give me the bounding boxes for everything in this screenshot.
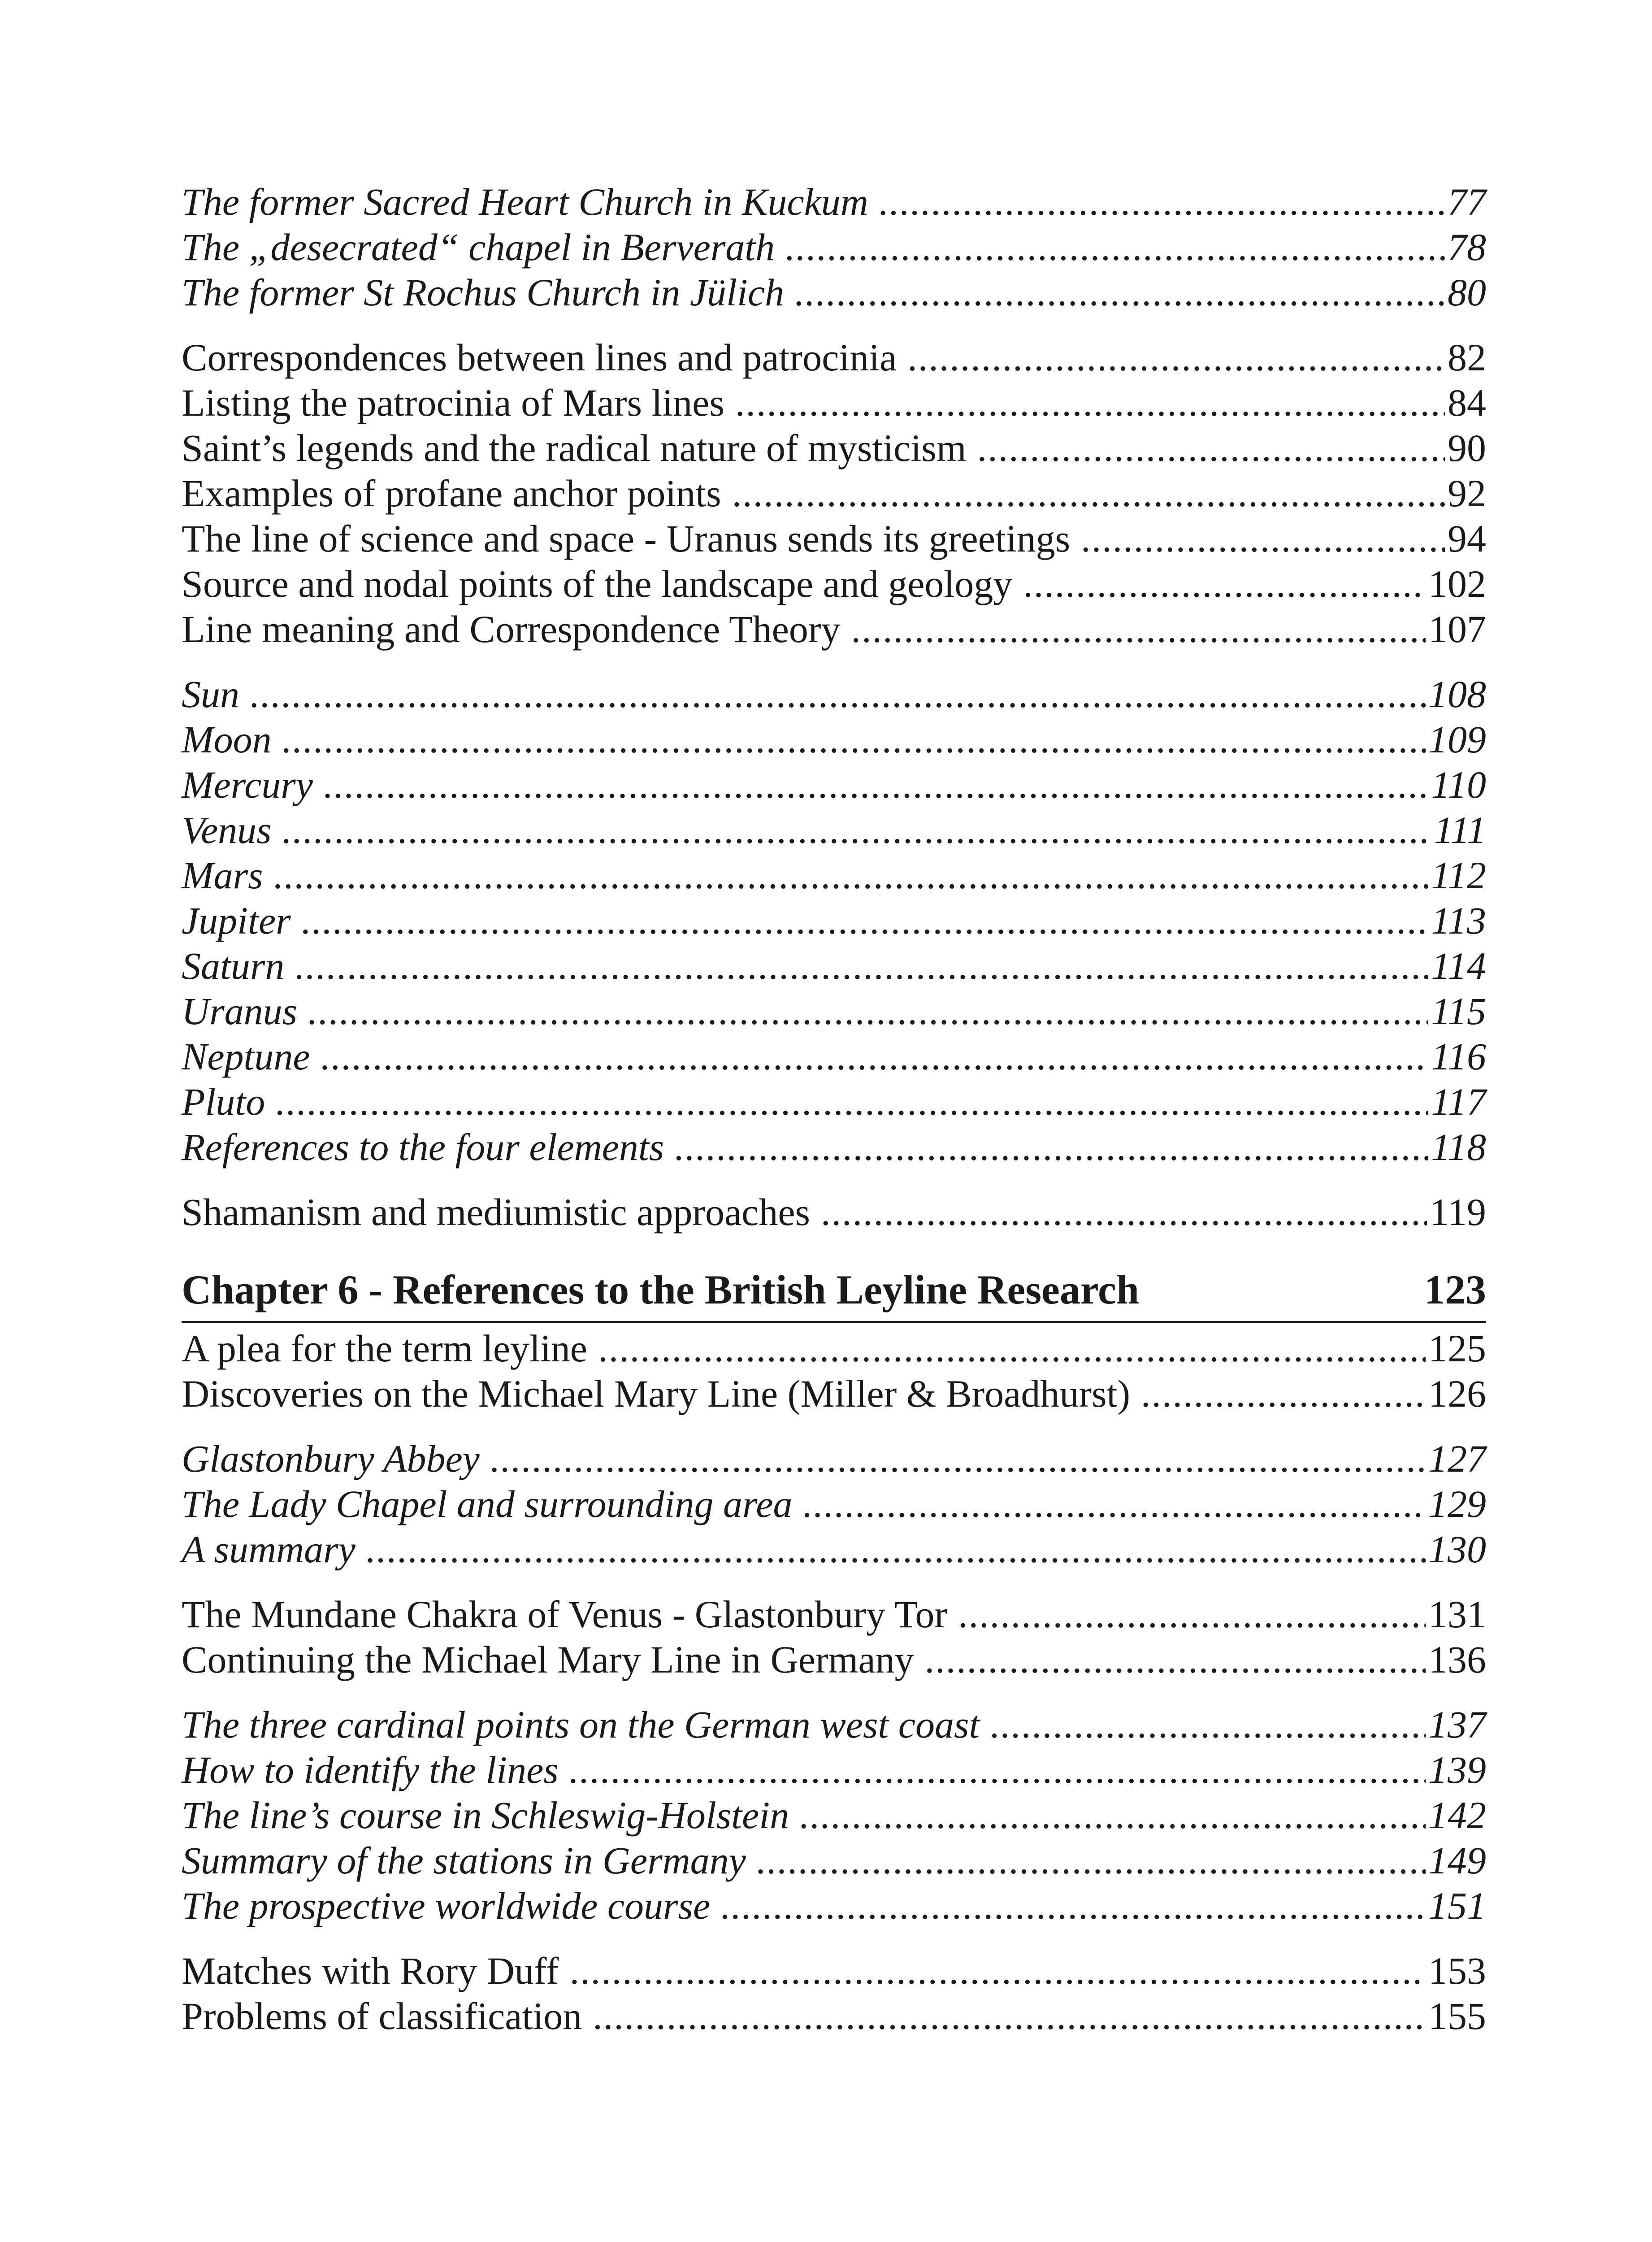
toc-entry-page-number: 110 [1431, 763, 1486, 806]
dot-leader [569, 1747, 1426, 1793]
toc-section-before-chapter [182, 179, 1486, 1235]
toc-entry-title: The former Sacred Heart Church in Kuckum [182, 180, 868, 223]
dot-leader [276, 1079, 1428, 1125]
toc-entry-title: A plea for the term leyline [182, 1327, 588, 1370]
dot-leader [490, 1436, 1426, 1482]
toc-entry-page-number: 136 [1428, 1638, 1486, 1681]
toc-entry-title: Line meaning and Correspondence Theory [182, 608, 841, 651]
toc-entry-page-number: 78 [1448, 226, 1486, 269]
dot-leader [757, 1838, 1426, 1883]
toc-entry-title: The former St Rochus Church in Jülich [182, 271, 785, 314]
dot-leader [295, 943, 1428, 989]
dot-leader [274, 853, 1429, 898]
toc-entry-page-number: 107 [1428, 608, 1486, 651]
toc-entry-page-number: 102 [1428, 562, 1486, 605]
toc-entry[interactable] [182, 1326, 1486, 1371]
toc-entry-page-number: 90 [1448, 426, 1486, 469]
toc-entry-page-number: 127 [1428, 1437, 1486, 1480]
toc-entry[interactable] [182, 1482, 1486, 1527]
table-of-contents [182, 179, 1486, 2059]
toc-entry[interactable] [182, 762, 1486, 808]
dot-leader [308, 989, 1428, 1034]
toc-entry-title: Sun [182, 673, 239, 716]
dot-leader [958, 1592, 1426, 1637]
toc-entry[interactable] [182, 672, 1486, 717]
toc-entry[interactable] [182, 607, 1486, 652]
dot-leader [302, 898, 1429, 943]
dot-leader [735, 380, 1445, 426]
toc-entry[interactable] [182, 380, 1486, 426]
toc-entry-page-number: 149 [1428, 1839, 1486, 1882]
toc-entry[interactable] [182, 426, 1486, 471]
toc-entry[interactable] [182, 1838, 1486, 1883]
dot-leader [570, 1948, 1426, 1994]
toc-group [182, 1702, 1486, 1929]
toc-entry[interactable] [182, 1079, 1486, 1125]
dot-leader [1023, 561, 1426, 607]
toc-entry[interactable] [182, 516, 1486, 561]
toc-entry-title: Moon [182, 718, 272, 761]
dot-leader [851, 607, 1426, 652]
dot-leader [321, 1034, 1429, 1079]
toc-entry[interactable] [182, 225, 1486, 270]
toc-entry-page-number: 131 [1428, 1593, 1486, 1636]
dot-leader [925, 1637, 1426, 1682]
toc-entry-page-number: 115 [1431, 990, 1486, 1033]
toc-entry[interactable] [182, 335, 1486, 380]
toc-entry[interactable] [182, 1371, 1486, 1416]
toc-entry-page-number: 125 [1428, 1327, 1486, 1370]
toc-entry[interactable] [182, 1527, 1486, 1572]
toc-entry-page-number: 109 [1428, 718, 1486, 761]
dot-leader [250, 672, 1426, 717]
toc-entry-title: Jupiter [182, 899, 291, 942]
dot-leader [990, 1702, 1426, 1747]
toc-entry-page-number: 112 [1431, 854, 1486, 897]
dot-leader [977, 426, 1445, 471]
toc-entry-page-number: 118 [1431, 1125, 1486, 1169]
toc-entry[interactable] [182, 853, 1486, 898]
toc-entry[interactable] [182, 1436, 1486, 1482]
dot-leader [1081, 516, 1445, 561]
toc-entry-title: Shamanism and mediumistic approaches [182, 1191, 810, 1234]
toc-entry[interactable] [182, 1125, 1486, 1170]
toc-entry-title: Discoveries on the Michael Mary Line (Miller & Broadhurst) [182, 1372, 1130, 1415]
toc-entry-page-number: 113 [1431, 899, 1486, 942]
toc-entry-page-number: 92 [1448, 472, 1486, 515]
toc-entry[interactable] [182, 1034, 1486, 1079]
toc-entry[interactable] [182, 717, 1486, 762]
toc-entry-title: Uranus [182, 990, 298, 1033]
dot-leader [721, 1883, 1426, 1929]
dot-leader [785, 225, 1445, 270]
toc-entry[interactable] [182, 179, 1486, 225]
toc-entry-title: The line of science and space - Uranus sends its greetings [182, 517, 1071, 560]
toc-entry-title: The line’s course in Schleswig-Holstein [182, 1794, 789, 1837]
toc-entry-title: Mercury [182, 763, 313, 806]
toc-entry-title: Pluto [182, 1080, 265, 1123]
dot-leader [324, 762, 1428, 808]
chapter-title: Chapter 6 - References to the British Leyline Research [182, 1267, 1140, 1312]
toc-entry-title: Continuing the Michael Mary Line in Germany [182, 1638, 914, 1681]
toc-entry-page-number: 84 [1448, 381, 1486, 424]
dot-leader [821, 1190, 1427, 1235]
toc-entry-title: Listing the patrocinia of Mars lines [182, 381, 724, 424]
toc-entry-title: Venus [182, 808, 272, 852]
toc-entry-title: The prospective worldwide course [182, 1884, 711, 1927]
dot-leader [593, 1994, 1426, 2039]
toc-section-chapter-6 [182, 1326, 1486, 2039]
toc-entry[interactable] [182, 898, 1486, 943]
toc-entry[interactable] [182, 561, 1486, 607]
toc-entry-page-number: 77 [1448, 180, 1486, 223]
toc-entry[interactable] [182, 1793, 1486, 1838]
toc-entry-title: Saint’s legends and the radical nature of mysticism [182, 426, 967, 469]
toc-entry-title: The Mundane Chakra of Venus - Glastonbury Tor [182, 1593, 948, 1636]
toc-entry[interactable] [182, 1637, 1486, 1682]
toc-entry-title: Glastonbury Abbey [182, 1437, 480, 1480]
toc-entry[interactable] [182, 989, 1486, 1034]
toc-entry-title: How to identify the lines [182, 1748, 559, 1791]
toc-entry-title: Mars [182, 854, 263, 897]
toc-entry[interactable] [182, 1747, 1486, 1793]
toc-entry-title: Saturn [182, 944, 285, 987]
toc-entry[interactable] [182, 1702, 1486, 1747]
dot-leader [795, 270, 1445, 315]
dot-leader [598, 1326, 1426, 1371]
toc-entry-title: Matches with Rory Duff [182, 1949, 559, 1992]
toc-entry[interactable] [182, 1883, 1486, 1929]
dot-leader [907, 335, 1445, 380]
toc-entry-page-number: 139 [1428, 1748, 1486, 1791]
toc-entry-page-number: 142 [1428, 1794, 1486, 1837]
dot-leader [1141, 1371, 1426, 1416]
toc-entry-page-number: 114 [1431, 944, 1486, 987]
toc-entry-page-number: 119 [1430, 1191, 1486, 1234]
dot-leader [282, 808, 1431, 853]
toc-entry[interactable] [182, 270, 1486, 315]
toc-group [182, 672, 1486, 1170]
toc-entry[interactable] [182, 471, 1486, 516]
toc-entry[interactable] [182, 943, 1486, 989]
toc-entry-page-number: 151 [1428, 1884, 1486, 1927]
chapter-page-number: 123 [1424, 1267, 1486, 1312]
toc-entry-title: Problems of classification [182, 1994, 582, 2038]
toc-entry-page-number: 117 [1431, 1080, 1486, 1123]
toc-entry-page-number: 126 [1428, 1372, 1486, 1415]
toc-entry-title: The Lady Chapel and surrounding area [182, 1482, 793, 1525]
dot-leader [879, 179, 1445, 225]
toc-group [182, 1436, 1486, 1572]
toc-entry-title: Examples of profane anchor points [182, 472, 721, 515]
toc-entry-page-number: 129 [1428, 1482, 1486, 1525]
toc-entry-title: Source and nodal points of the landscape and geology [182, 562, 1013, 605]
toc-entry-title: The „desecrated“ chapel in Berverath [182, 226, 775, 269]
toc-group [182, 1190, 1486, 1235]
toc-entry[interactable] [182, 1948, 1486, 1994]
dot-leader [366, 1527, 1426, 1572]
toc-entry-title: Correspondences between lines and patrocinia [182, 336, 897, 379]
toc-entry-title: Neptune [182, 1035, 310, 1078]
toc-group [182, 335, 1486, 652]
toc-group [182, 1948, 1486, 2039]
dot-leader [800, 1793, 1426, 1838]
toc-entry-title: A summary [182, 1528, 356, 1571]
toc-entry[interactable] [182, 1190, 1486, 1235]
toc-entry[interactable] [182, 1592, 1486, 1637]
toc-entry-title: The three cardinal points on the German west coast [182, 1703, 980, 1746]
toc-entry-page-number: 130 [1428, 1528, 1486, 1571]
toc-entry-page-number: 153 [1428, 1949, 1486, 1992]
toc-entry-page-number: 108 [1428, 673, 1486, 716]
toc-entry-page-number: 111 [1434, 808, 1486, 852]
toc-entry-title: Summary of the stations in Germany [182, 1839, 746, 1882]
dot-leader [282, 717, 1426, 762]
toc-group [182, 179, 1486, 315]
toc-entry[interactable] [182, 1994, 1486, 2039]
chapter-heading[interactable] [182, 1261, 1486, 1323]
toc-entry-page-number: 155 [1428, 1994, 1486, 2038]
dot-leader [732, 471, 1445, 516]
dot-leader [675, 1125, 1428, 1170]
toc-entry-page-number: 82 [1448, 336, 1486, 379]
toc-entry-title: References to the four elements [182, 1125, 664, 1169]
toc-entry-page-number: 80 [1448, 271, 1486, 314]
toc-entry-page-number: 116 [1431, 1035, 1486, 1078]
dot-leader [803, 1482, 1426, 1527]
toc-group [182, 1326, 1486, 1416]
toc-group [182, 1592, 1486, 1682]
toc-entry-page-number: 137 [1428, 1703, 1486, 1746]
toc-entry[interactable] [182, 808, 1486, 853]
toc-entry-page-number: 94 [1448, 517, 1486, 560]
